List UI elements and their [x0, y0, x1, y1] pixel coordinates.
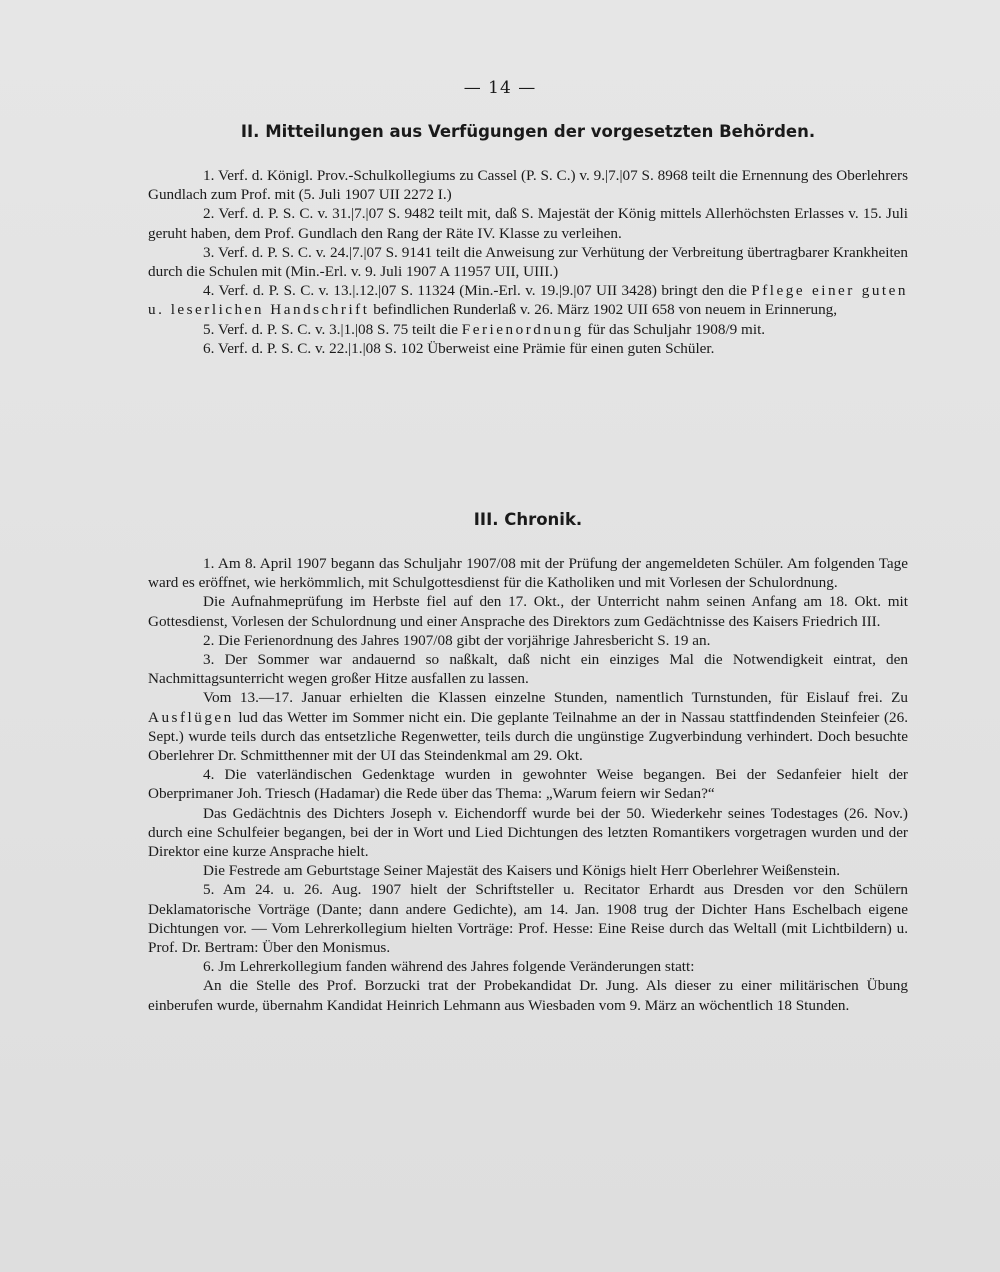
chronik-paragraph-1: 1. Am 8. April 1907 begann das Schuljahr 1907/08 mit der Prüfung der angemeldeten Schüler. Am folgenden Tage ward es eröffnet, wie herkömmlich, mit Schulgottesdienst für die Katholiken und mit Vorlesen der Schulordnung. [148, 555, 908, 592]
chronik-paragraph-5 [148, 688, 908, 765]
section-heading-mitteilungen: II. Mitteilungen aus Verfügungen der vorgesetzten Behörden. [240, 122, 816, 141]
item-4 [148, 281, 908, 319]
item-4-text-a: 4. Verf. d. P. S. C. v. 13.|.12.|07 S. 11324 (Min.-Erl. v. 19.|9.|07 UII 3428) bringt den die [203, 282, 752, 300]
item-3: 3. Verf. d. P. S. C. v. 24.|7.|07 S. 9141 teilt die Anweisung zur Verhütung der Verbreitung übertragbarer Krankheiten durch die Schulen mit (Min.-Erl. v. 9. Juli 1907 A 11957 UII, UIII.) [148, 243, 908, 281]
chronik-paragraph-5-text-a: Vom 13.—17. Januar erhielten die Klassen einzelne Stunden, namentlich Turnstunden, für Eislauf frei. Zu [203, 689, 908, 707]
chronik-paragraph-11: An die Stelle des Prof. Borzucki trat der Probekandidat Dr. Jung. Als dieser zu einer militärischen Übung einberufen wurde, übernahm Kandidat Heinrich Lehmann aus Wiesbaden vom 9. März an wöchentlich 18 Stunden. [148, 977, 908, 1014]
item-5-spaced-text: Ferienordnung [461, 320, 584, 338]
item-2: 2. Verf. d. P. S. C. v. 31.|7.|07 S. 9482 teilt mit, daß S. Majestät der König mittels Allerhöchsten Erlasses v. 15. Juli geruht haben, dem Prof. Gundlach den Rang der Räte IV. Klasse zu verleihen. [148, 205, 908, 242]
chronik-paragraph-3: 2. Die Ferienordnung des Jahres 1907/08 gibt der vorjährige Jahresbericht S. 19 an. [203, 631, 711, 649]
chronik-paragraph-5-spaced-text: Ausflügen [148, 708, 234, 726]
chronik-paragraph-5-text-b: lud das Wetter im Sommer nicht ein. Die geplante Teilnahme an der in Nassau stattfindenden Steinfeier (26. Sept.) wurde teils durch das entsetzliche Regenwetter, teils durch die ungünstige Zugverbindung verhindert. Doch besuchte Oberlehrer Dr. Schmitthenner mit der UI das Steindenkmal am 29. Okt. [148, 708, 908, 765]
section-chronik [148, 554, 908, 1015]
item-6: 6. Verf. d. P. S. C. v. 22.|1.|08 S. 102 Überweist eine Prämie für einen guten Schüler. [203, 339, 715, 357]
section-mitteilungen [148, 166, 908, 358]
item-5 [148, 320, 908, 339]
chronik-paragraph-9: 5. Am 24. u. 26. Aug. 1907 hielt der Schriftsteller u. Recitator Erhardt aus Dresden vor den Schülern Deklamatorische Vorträge (Dante; dann andere Gedichte), am 14. Jan. 1908 trug der Dichter Hans Eschelbach eigene Dichtungen vor. — Vom Lehrerkollegium hielten Vorträge: Prof. Hesse: Eine Reise durch das Weltall (mit Lichtbildern) u. Prof. Dr. Bertram: Über den Monismus. [148, 881, 908, 957]
item-4-text-b: befindlichen Runderlaß v. 26. März 1902 UII 658 von neuem in Erinnerung, [369, 301, 838, 319]
item-4-spaced-text: Pflege einer guten u. leserlichen Handschrift [148, 282, 908, 319]
item-1: 1. Verf. d. Königl. Prov.-Schulkollegiums zu Cassel (P. S. C.) v. 9.|7.|07 S. 8968 teilt die Ernennung des Oberlehrers Gundlach zum Prof. mit (5. Juli 1907 UII 2272 I.) [148, 167, 908, 204]
item-5-text-b: für das Schuljahr 1908/9 mit. [583, 320, 766, 338]
section-heading-chronik: III. Chronik. [473, 510, 583, 529]
chronik-paragraph-8: Die Festrede am Geburtstage Seiner Majestät des Kaisers und Königs hielt Herr Oberlehrer Weißenstein. [203, 862, 841, 880]
chronik-paragraph-7: Das Gedächtnis des Dichters Joseph v. Eichendorff wurde bei der 50. Wiederkehr seines Todestages (26. Nov.) durch eine Schulfeier begangen, bei der in Wort und Lied Dichtungen des letzten Romantikers vorgetragen wurden und der Direktor eine kurze Ansprache hielt. [148, 804, 908, 861]
chronik-paragraph-6: 4. Die vaterländischen Gedenktage wurden in gewohnter Weise begangen. Bei der Sedanfeier hielt der Oberprimaner Joh. Triesch (Hadamar) die Rede über das Thema: „Warum feiern wir Sedan?“ [148, 766, 908, 803]
chronik-paragraph-10: 6. Jm Lehrerkollegium fanden während des Jahres folgende Veränderungen statt: [203, 958, 695, 976]
item-5-text-a: 5. Verf. d. P. S. C. v. 3.|1.|08 S. 75 teilt die [203, 320, 462, 338]
page-number: — 14 — [463, 78, 537, 98]
chronik-paragraph-4: 3. Der Sommer war andauernd so naßkalt, daß nicht ein einziges Mal die Notwendigkeit eintrat, den Nachmittagsunterricht wegen großer Hitze ausfallen zu lassen. [148, 651, 908, 688]
chronik-paragraph-2: Die Aufnahmeprüfung im Herbste fiel auf den 17. Okt., der Unterricht nahm seinen Anfang am 18. Okt. mit Gottesdienst, Vorlesen der Schulordnung und einer Ansprache des Direktors zum Gedächtnisse des Kaisers Friedrich III. [148, 593, 908, 630]
